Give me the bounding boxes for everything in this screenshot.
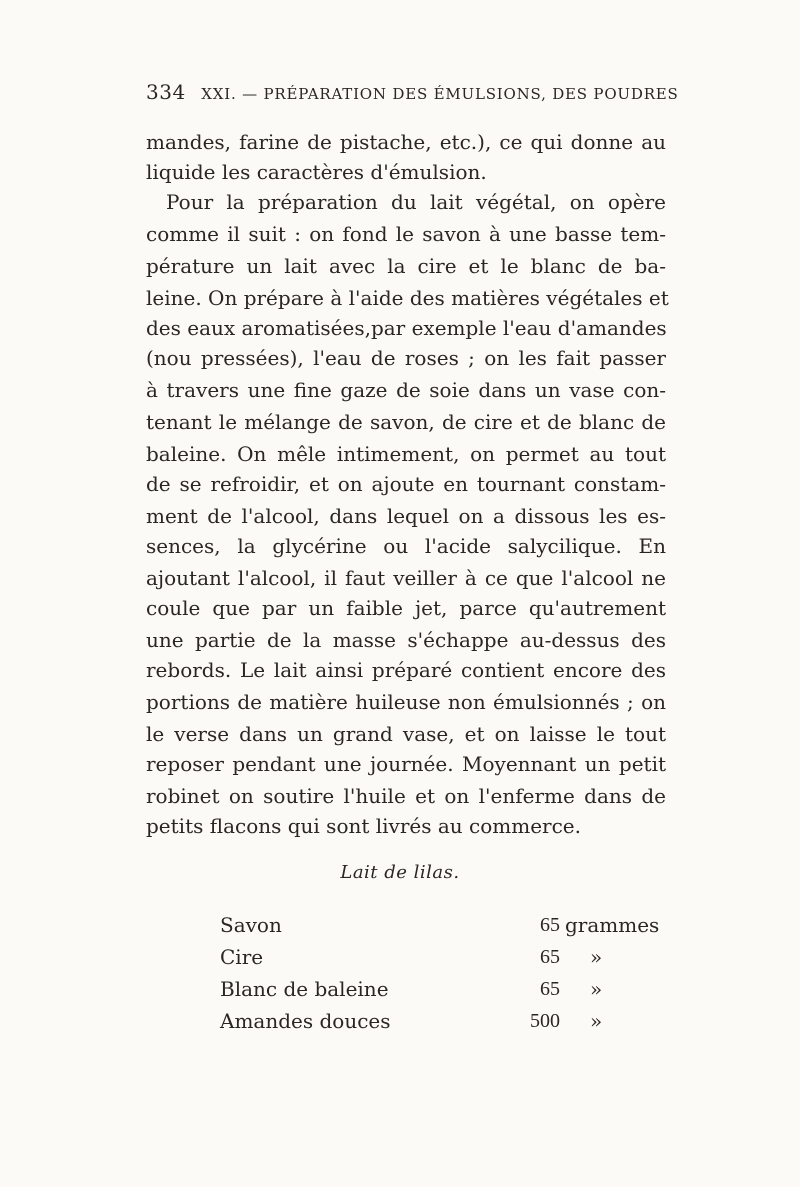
chapter-heading: XXI. — PRÉPARATION DES ÉMULSIONS, DES POUDRES	[201, 85, 679, 103]
ingredient-unit: »	[590, 1009, 603, 1033]
text-line: reposer pendant une journée. Moyennant un petit	[146, 752, 666, 776]
text-line: portions de matière huileuse non émulsionnés ; on	[146, 690, 666, 714]
text-line: pérature un lait avec la cire et le blanc de ba-	[146, 254, 666, 278]
text-line: comme il suit : on fond le savon à une basse tem-	[146, 222, 666, 246]
text-line: leine. On prépare à l'aide des matières végétales et	[146, 286, 669, 310]
running-head	[146, 80, 679, 104]
ingredient-name: Cire	[220, 945, 264, 969]
ingredient-row	[220, 942, 670, 972]
text-line: mandes, farine de pistache, etc.), ce qui donne au	[146, 130, 666, 154]
text-line: une partie de la masse s'échappe au-dessus des	[146, 628, 666, 652]
ingredient-name: Blanc de baleine	[220, 977, 389, 1001]
text-line: baleine. On mêle intimement, on permet au tout	[146, 442, 666, 466]
ingredient-row	[220, 1006, 670, 1036]
text-line: ment de l'alcool, dans lequel on a dissous les es-	[146, 504, 666, 528]
ingredient-name: Savon	[220, 913, 282, 937]
ingredient-quantity: 65	[540, 978, 560, 1000]
text-line: sences, la glycérine ou l'acide salycilique. En	[146, 534, 666, 558]
text-line: ajoutant l'alcool, il faut veiller à ce que l'alcool ne	[146, 566, 666, 590]
text-line: le verse dans un grand vase, et on laisse le tout	[146, 722, 666, 746]
text-line: liquide les caractères d'émulsion.	[146, 160, 487, 184]
text-line: coule que par un faible jet, parce qu'autrement	[146, 596, 666, 620]
ingredient-quantity: 65	[540, 946, 560, 968]
text-line: rebords. Le lait ainsi préparé contient encore des	[146, 658, 666, 682]
text-line: tenant le mélange de savon, de cire et de blanc de	[146, 410, 666, 434]
ingredient-quantity: 500	[530, 1010, 560, 1032]
ingredient-unit: grammes	[565, 913, 660, 937]
ingredient-unit: »	[590, 977, 603, 1001]
text-line: de se refroidir, et on ajoute en tournant constam-	[146, 472, 666, 496]
ingredient-row	[220, 974, 670, 1004]
ingredient-row	[220, 910, 670, 940]
page-number: 334	[146, 80, 186, 104]
text-line: robinet on soutire l'huile et on l'enferme dans de	[146, 784, 666, 808]
text-line: petits flacons qui sont livrés au commerce.	[146, 814, 581, 838]
text-line: (nou pressées), l'eau de roses ; on les fait passer	[146, 346, 666, 370]
recipe-title: Lait de lilas.	[340, 862, 460, 883]
text-line: à travers une fine gaze de soie dans un vase con-	[146, 378, 666, 402]
text-line: des eaux aromatisées,par exemple l'eau d'amandes	[146, 316, 667, 340]
ingredient-quantity: 65	[540, 914, 560, 936]
ingredient-unit: »	[590, 945, 603, 969]
ingredient-name: Amandes douces	[220, 1009, 391, 1033]
text-line: Pour la préparation du lait végétal, on opère	[166, 190, 666, 214]
